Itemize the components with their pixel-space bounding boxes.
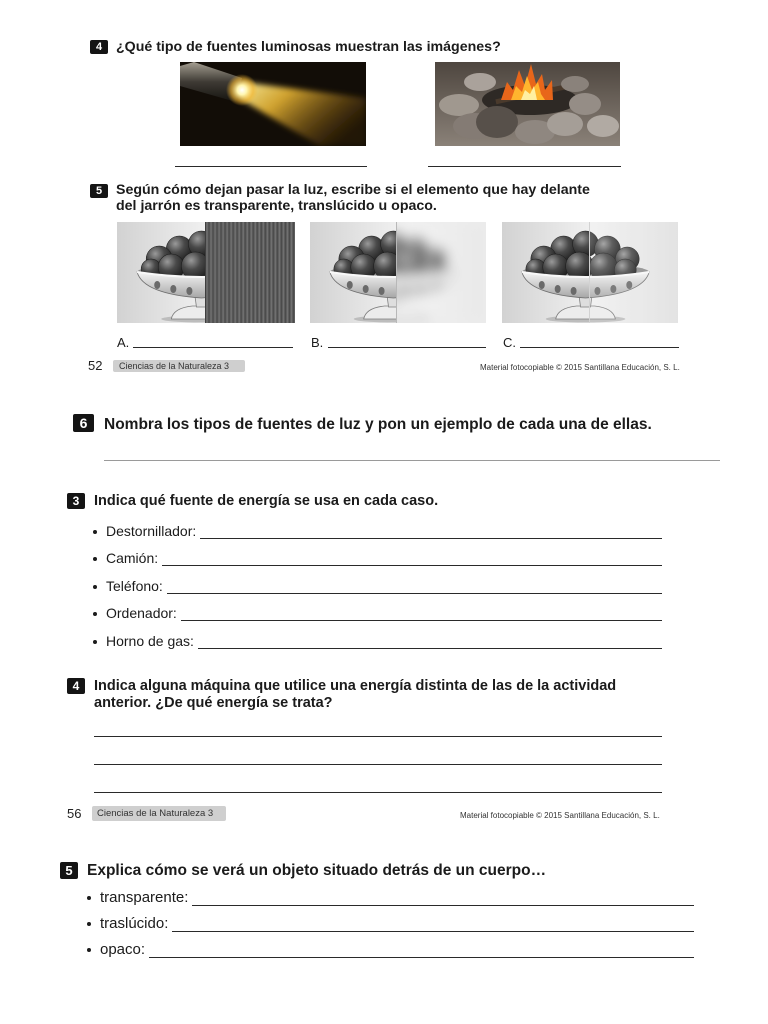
answer-line	[328, 347, 486, 348]
answer-line	[133, 347, 293, 348]
bullet	[87, 922, 91, 926]
answer-line	[104, 460, 720, 461]
list-item	[93, 634, 662, 649]
subject-tab: Ciencias de la Naturaleza 3	[113, 360, 245, 372]
fruit-bowl-transparent-icon	[502, 222, 678, 323]
bullet	[93, 557, 97, 561]
copyright-note: Material fotocopiable © 2015 Santillana Educación, S. L.	[480, 363, 680, 372]
question-number-badge: 4	[90, 40, 108, 54]
list-item	[87, 890, 694, 906]
answer-line	[520, 347, 679, 348]
answer-line	[181, 606, 662, 621]
page-number: 52	[88, 358, 103, 373]
question-number-badge: 4	[67, 678, 85, 694]
bullet	[87, 948, 91, 952]
prompt-line: anterior. ¿De qué energía se trata?	[94, 695, 333, 711]
list-item-label: Destornillador:	[106, 523, 197, 539]
list-item	[93, 524, 662, 539]
list-item-label: transparente:	[100, 889, 189, 906]
answer-line	[175, 166, 367, 167]
answer-line	[94, 736, 662, 737]
list-item-label: Ordenador:	[106, 605, 177, 621]
answer-line	[428, 166, 621, 167]
question-number-badge: 6	[73, 414, 94, 432]
bullet	[87, 896, 91, 900]
fruit-bowl-translucent-icon	[310, 222, 486, 323]
prompt-line: Indica alguna máquina que utilice una energía distinta de las de la actividad	[94, 678, 617, 694]
flashlight-icon	[180, 62, 366, 146]
page-number: 56	[67, 806, 82, 821]
answer-label-b: B.	[311, 335, 324, 350]
list-item-label: traslúcido:	[100, 915, 169, 932]
question-5-prompt	[116, 182, 590, 214]
list-item-label: opaco:	[100, 941, 146, 958]
question-6-prompt: Nombra los tipos de fuentes de luz y pon un ejemplo de cada una de ellas.	[104, 416, 652, 433]
answer-label-c: C.	[503, 335, 516, 350]
question-4-prompt: ¿Qué tipo de fuentes luminosas muestran las imágenes?	[116, 39, 501, 55]
question-5-prompt: Explica cómo se verá un objeto situado detrás de un cuerpo…	[87, 862, 547, 879]
list-item	[93, 579, 662, 594]
list-item	[93, 606, 662, 621]
answer-line	[94, 792, 662, 793]
list-item	[93, 551, 662, 566]
answer-line	[167, 579, 662, 594]
campfire-icon	[435, 62, 620, 146]
prompt-line: Según cómo dejan pasar la luz, escribe si el elemento que hay delante	[116, 182, 590, 198]
answer-line	[94, 764, 662, 765]
prompt-line: del jarrón es transparente, translúcido u opaco.	[116, 198, 437, 214]
bullet	[93, 612, 97, 616]
question-4-prompt	[94, 678, 616, 712]
answer-line	[200, 524, 662, 539]
list-item	[87, 916, 694, 932]
bullet	[93, 585, 97, 589]
bullet	[93, 530, 97, 534]
bullet	[93, 640, 97, 644]
answer-line	[162, 551, 662, 566]
opaque-screen	[205, 222, 295, 323]
question-number-badge: 3	[67, 493, 85, 509]
list-item	[87, 942, 694, 958]
list-item-label: Horno de gas:	[106, 633, 194, 649]
transparent-screen	[590, 222, 678, 323]
answer-line	[198, 634, 662, 649]
answer-label-a: A.	[117, 335, 130, 350]
bulb-glow	[226, 74, 258, 106]
copyright-note: Material fotocopiable © 2015 Santillana Educación, S. L.	[460, 811, 660, 820]
fruit-bowl-opaque-icon	[117, 222, 295, 323]
list-item-label: Camión:	[106, 550, 159, 566]
question-number-badge: 5	[90, 184, 108, 198]
answer-line	[192, 890, 694, 906]
list-item-label: Teléfono:	[106, 578, 163, 594]
question-number-badge: 5	[60, 862, 78, 879]
question-3-prompt: Indica qué fuente de energía se usa en cada caso.	[94, 493, 439, 509]
answer-line	[172, 916, 694, 932]
subject-tab: Ciencias de la Naturaleza 3	[92, 806, 226, 821]
answer-line	[149, 942, 694, 958]
